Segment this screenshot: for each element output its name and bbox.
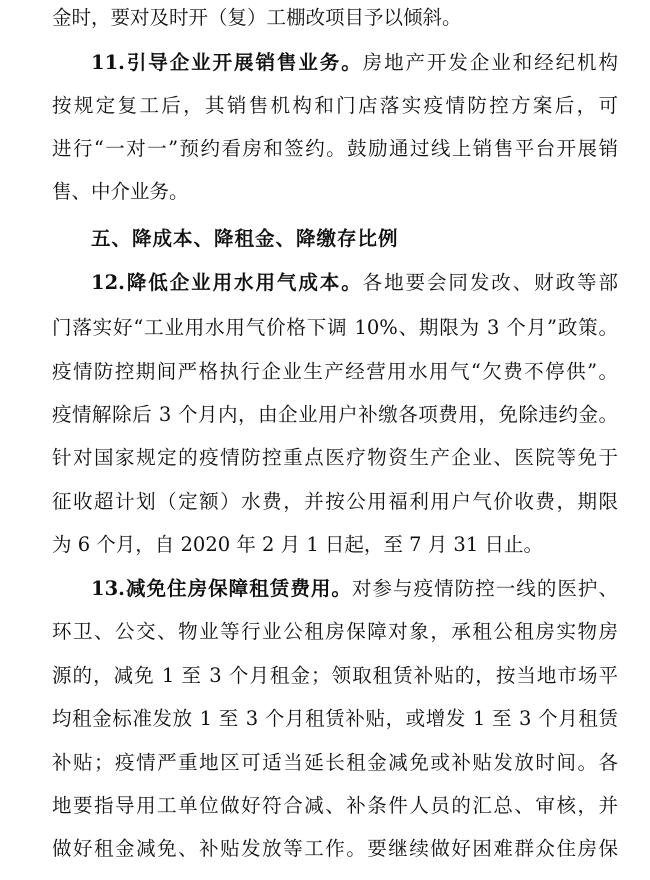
paragraph-line — [52, 487, 618, 517]
section-five-heading — [91, 224, 618, 254]
paragraph-line — [52, 617, 618, 647]
line-text: 均租金标准发放 1 至 3 个月租赁补贴，或增发 1 至 3 个月租赁 — [52, 707, 618, 730]
line-text: 源的，减免 1 至 3 个月租金；领取租赁补贴的，按当地市场平 — [52, 664, 618, 687]
line-text: 疫情解除后 3 个月内，由企业用户补缴各项费用，免除违约金。 — [52, 403, 618, 426]
paragraph-line — [52, 3, 618, 33]
paragraph-line — [52, 134, 618, 164]
paragraph-line — [52, 791, 618, 821]
paragraph-line — [52, 91, 618, 121]
line-text: 补贴；疫情严重地区可适当延长租金减免或补贴发放时间。各 — [52, 751, 618, 774]
line-text: 房地产开发企业和经纪机构 — [362, 51, 618, 74]
line-text: 地要指导用工单位做好符合减、补条件人员的汇总、审核，并 — [52, 794, 618, 817]
section-11-heading-line — [91, 48, 618, 78]
heading-text: 五、降成本、降租金、降缴存比例 — [91, 227, 399, 250]
paragraph-line — [52, 400, 618, 430]
paragraph-line — [52, 834, 618, 864]
paragraph-line — [52, 313, 618, 343]
paragraph-line — [52, 443, 618, 473]
line-text: 对参与疫情防控一线的医护、 — [351, 577, 618, 600]
line-text: 针对国家规定的疫情防控重点医疗物资生产企业、医院等免于 — [52, 446, 618, 469]
line-text: 按规定复工后，其销售机构和门店落实疫情防控方案后，可 — [52, 94, 618, 117]
line-text: 疫情防控期间严格执行企业生产经营用水用气“欠费不停供”。 — [52, 360, 618, 383]
section-12-title: 12.降低企业用水用气成本。 — [91, 271, 363, 294]
line-text: 做好租金减免、补贴发放等工作。要继续做好困难群众住房保 — [52, 837, 618, 860]
section-11-title: 11.引导企业开展销售业务。 — [91, 51, 363, 74]
paragraph-line — [52, 530, 618, 560]
section-13-heading-line — [91, 574, 618, 604]
line-text: 各地要会同发改、财政等部 — [362, 271, 618, 294]
section-12-heading-line — [91, 268, 618, 298]
paragraph-line — [52, 661, 618, 691]
paragraph-line — [52, 748, 618, 778]
line-text: 门落实好“工业用水用气价格下调 10%、期限为 3 个月”政策。 — [52, 316, 618, 339]
paragraph-line — [52, 357, 618, 387]
line-text: 环卫、公交、物业等行业公租房保障对象，承租公租房实物房 — [52, 620, 618, 643]
paragraph-line — [52, 177, 618, 207]
line-text: 金时，要对及时开（复）工棚改项目予以倾斜。 — [52, 6, 462, 29]
line-text: 为 6 个月，自 2020 年 2 月 1 日起，至 7 月 31 日止。 — [52, 533, 543, 556]
line-text: 售、中介业务。 — [52, 180, 189, 203]
paragraph-line — [52, 704, 618, 734]
section-13-title: 13.减免住房保障租赁费用。 — [91, 577, 352, 600]
line-text: 征收超计划（定额）水费，并按公用福利用户气价收费，期限 — [52, 490, 618, 513]
line-text: 进行“一对一”预约看房和签约。鼓励通过线上销售平台开展销 — [52, 137, 618, 160]
